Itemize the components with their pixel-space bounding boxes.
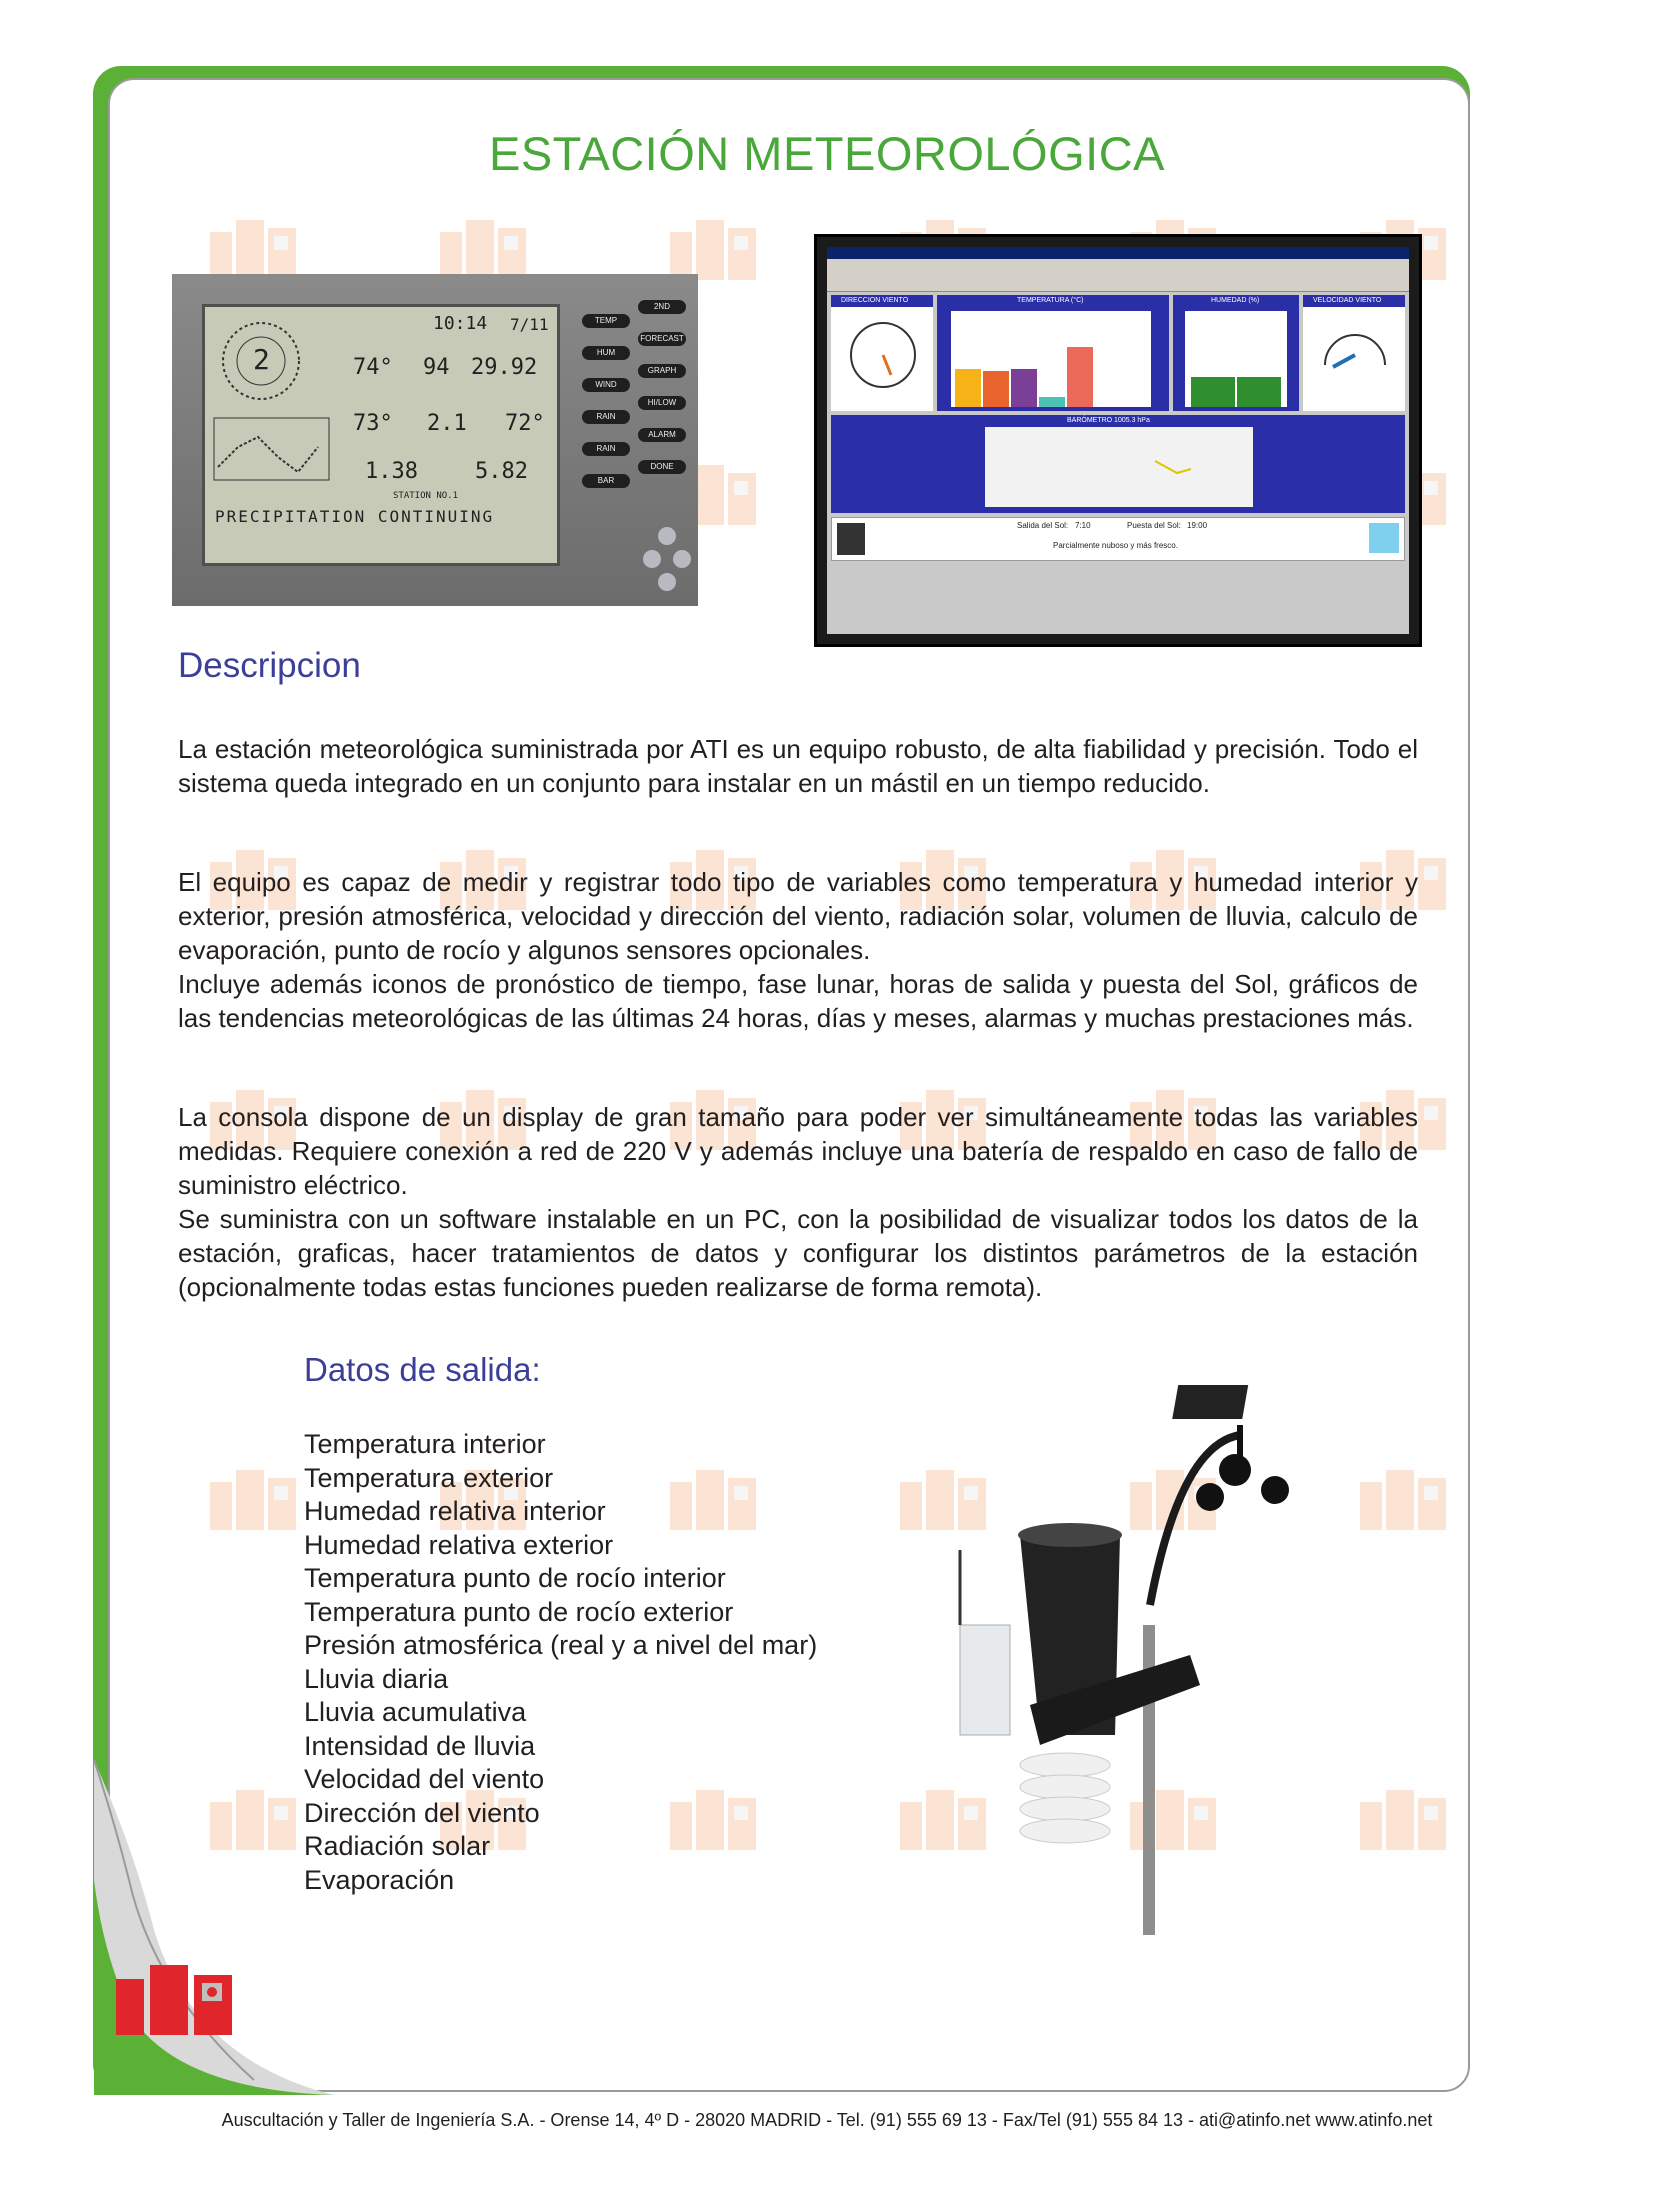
sw-panel-title: TEMPERATURA (°C) [1017,297,1084,304]
moon-phase-icon [837,523,865,555]
console-btn-bar: BAR [582,474,630,488]
output-item: Humedad relativa interior [304,1496,606,1526]
lcd-ticker: PRECIPITATION CONTINUING [215,507,495,526]
section-heading-outputs: Datos de salida: [304,1351,541,1388]
output-item: Humedad relativa exterior [304,1529,614,1560]
console-btn-wind: WIND [582,378,630,392]
lcd-time: 10:14 [433,313,488,334]
lcd-temp-in: 73° [353,411,393,436]
description-paragraph: La consola dispone de un display de gran tamaño para poder ver simultáneamente todas las variables medidas. Requiere conexión a red de 220 V y además incluye una batería de respaldo en caso de fallo de suministro eléctrico. [178,1102,1418,1200]
output-item: Lluvia acumulativa [304,1697,527,1727]
page-title: ESTACIÓN METEOROLÓGICA [488,127,1166,180]
output-item: Lluvia diaria [304,1663,449,1694]
lcd-temp-out: 74° [353,355,393,380]
output-item: Temperatura interior [304,1429,546,1459]
description-paragraph: Incluye además iconos de pronóstico de tiempo, fase lunar, horas de salida y puesta del Sol, gráficos de las tendencias meteorológicas de las últimas 24 horas, días y meses, alarmas y muchas prestaciones más. [178,969,1418,1033]
wind-direction-dial-icon [845,315,921,395]
sw-forecast: Parcialmente nuboso y más fresco. [1053,541,1178,550]
barometer-trend-icon [985,427,1253,507]
sw-sunrise-label: Salida del Sol: [1017,521,1069,530]
watermark-logo-icon [210,1470,300,1540]
console-arrow-pad-icon [642,524,692,594]
description-paragraph: La estación meteorológica suministrada por ATI es un equipo robusto, de alta fiabilidad y precisión. Todo el sistema queda integrado en un conjunto para instalar en un mástil en un tiempo reducido. [178,734,1418,798]
lcd-station: STATION NO.1 [393,491,459,501]
lcd-dew-point: 72° [505,411,545,436]
output-item: Presión atmosférica (real y a nivel del mar) [304,1630,818,1660]
sw-panel-title: DIRECCION VIENTO [841,297,909,304]
sw-sunrise: 7:10 [1075,521,1091,530]
weather-station-photo [880,1375,1400,1945]
sw-panel-title: VELOCIDAD VIENTO [1313,297,1382,304]
console-photo [172,274,698,606]
footer-contact: Auscultación y Taller de Ingeniería S.A. - Orense 14, 4º D - 28020 MADRID - Tel. (91) 555 69 13 - Fax/Tel (91) 555 84 13 - ati@atinfo.net www.atinfo.net [221,2110,1433,2130]
console-btn-rain: RAIN [582,410,630,424]
console-btn-hilow: HI/LOW [638,396,686,410]
output-item: Intensidad de lluvia [304,1730,536,1761]
section-heading-description: Descripcion [178,646,361,685]
output-item: Temperatura exterior [304,1462,554,1493]
console-btn-graph: GRAPH [638,364,686,378]
output-item: Temperatura punto de rocío interior [304,1563,726,1593]
console-btn-forecast: FORECAST [638,332,686,346]
sw-status-bar [831,517,1405,561]
forecast-cloud-icon [1369,523,1399,553]
outputs-list [304,1428,817,1897]
lcd-rain: 5.82 [475,459,528,484]
sw-panel-title: HUMEDAD (%) [1211,297,1260,304]
description-paragraph: El equipo es capaz de medir y registrar todo tipo de variables como temperatura y humedad interior y exterior, presión atmosférica, velocidad y dirección del viento, radiación solar, volumen de lluvia, calculo de evaporación, punto de rocío y algunos sensores opcionales. [178,867,1418,965]
sw-sunset-label: Puesta del Sol: [1127,521,1181,530]
lcd-daily-rain: 1.38 [365,459,418,484]
lcd-wind-speed: 2 [253,343,270,376]
software-screenshot [814,234,1422,647]
console-btn-temp: TEMP [582,314,630,328]
output-item: Dirección del viento [304,1797,540,1828]
console-btn-hum: HUM [582,346,630,360]
wind-speed-gauge-icon [1315,315,1395,385]
output-item: Temperatura punto de rocío exterior [304,1596,734,1627]
lcd-uv: 2.1 [427,411,467,436]
console-btn-alarm: ALARM [638,428,686,442]
software-toolbar [827,269,1409,292]
console-btn-rain-2: RAIN [582,442,630,456]
console-btn-2nd: 2ND [638,300,686,314]
sw-barometer-title: BARÓMETRO 1005.3 hPa [1067,417,1150,424]
page-curl [94,1760,334,2095]
description-paragraph: Se suministra con un software instalable en un PC, con la posibilidad de visualizar todos los datos de la estación, graficas, hacer tratamientos de datos y configurar los distintos parámetros de la estación (opcionalmente todas estas funciones pueden realizarse de forma remota). [178,1204,1418,1302]
lcd-graph-icon [213,417,333,487]
lcd-date: 7/11 [510,315,549,334]
console-btn-done: DONE [638,460,686,474]
sw-sunset: 19:00 [1187,521,1208,530]
output-item: Velocidad del viento [304,1764,545,1794]
console-lcd [202,304,560,566]
software-menubar [827,259,1409,269]
output-item: Evaporación [304,1864,455,1895]
software-titlebar [827,247,1409,259]
lcd-hum-out: 94 [423,355,450,380]
lcd-barometer: 29.92 [471,355,538,380]
output-item: Radiación solar [304,1831,491,1861]
